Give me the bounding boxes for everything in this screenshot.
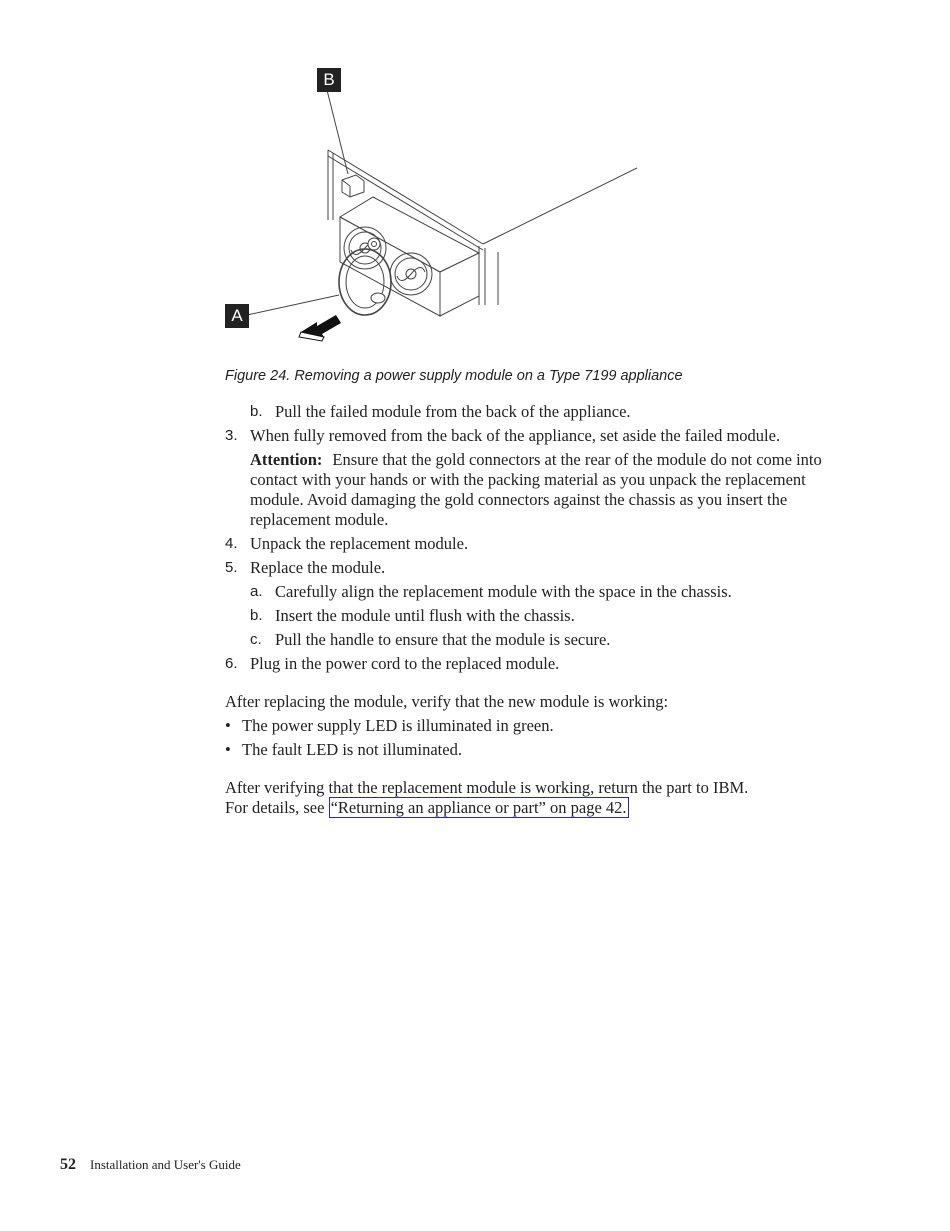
step-text: Carefully align the replacement module with the space in the chassis. (275, 582, 732, 601)
step-marker: b. (250, 607, 263, 624)
return-text-line2: For details, see (225, 798, 325, 817)
page-number: 52 (60, 1156, 76, 1173)
step-marker: 3. (225, 427, 238, 444)
step-marker: c. (250, 631, 262, 648)
callout-b-label: B (323, 70, 335, 89)
attention-text: Ensure that the gold connectors at the rear of the module do not come into contact with your hands or with the packing material as you unpack the replacement module. Avoid damaging the gold connectors against the chassis as you insert the replacement module. (250, 450, 822, 529)
procedure-body (225, 402, 835, 818)
step-text: Replace the module. (250, 558, 386, 577)
step-marker: b. (250, 403, 263, 420)
step-5a (225, 582, 835, 602)
page-footer (60, 1156, 241, 1174)
step-text: Pull the failed module from the back of the appliance. (275, 402, 631, 421)
verify-intro: After replacing the module, verify that the new module is working: (225, 692, 669, 711)
step-marker: a. (250, 583, 263, 600)
step-marker: 6. (225, 655, 238, 672)
callout-a-label: A (231, 306, 243, 325)
step-text: When fully removed from the back of the appliance, set aside the failed module. (250, 426, 781, 445)
step-6 (225, 654, 835, 674)
step-3 (225, 426, 835, 446)
step-text: Insert the module until flush with the chassis. (275, 606, 575, 625)
returning-part-link[interactable]: “Returning an appliance or part” on page 42. (330, 798, 627, 817)
step-marker: 5. (225, 559, 238, 576)
step-5 (225, 558, 835, 578)
step-text: Pull the handle to ensure that the module is secure. (275, 630, 611, 649)
step-5c (225, 630, 835, 650)
step-5b (225, 606, 835, 626)
verify-item (225, 716, 835, 736)
bullet-marker: • (225, 716, 231, 735)
return-text-line1: After verifying that the replacement module is working, return the part to IBM. (225, 778, 749, 797)
attention-notice (225, 450, 835, 530)
verify-item (225, 740, 835, 760)
step-2b (225, 402, 835, 422)
step-marker: 4. (225, 535, 238, 552)
bullet-marker: • (225, 740, 231, 759)
figure-caption: Figure 24. Removing a power supply module on a Type 7199 appliance (225, 368, 683, 384)
step-4 (225, 534, 835, 554)
step-text: Unpack the replacement module. (250, 534, 469, 553)
return-paragraph (225, 778, 835, 818)
verify-item-text: The fault LED is not illuminated. (242, 740, 462, 759)
power-supply-figure (215, 60, 655, 360)
power-supply-illustration (215, 60, 655, 360)
verify-item-text: The power supply LED is illuminated in green. (242, 716, 554, 735)
book-title: Installation and User's Guide (90, 1157, 241, 1172)
attention-label: Attention: (250, 450, 323, 469)
step-text: Plug in the power cord to the replaced module. (250, 654, 560, 673)
